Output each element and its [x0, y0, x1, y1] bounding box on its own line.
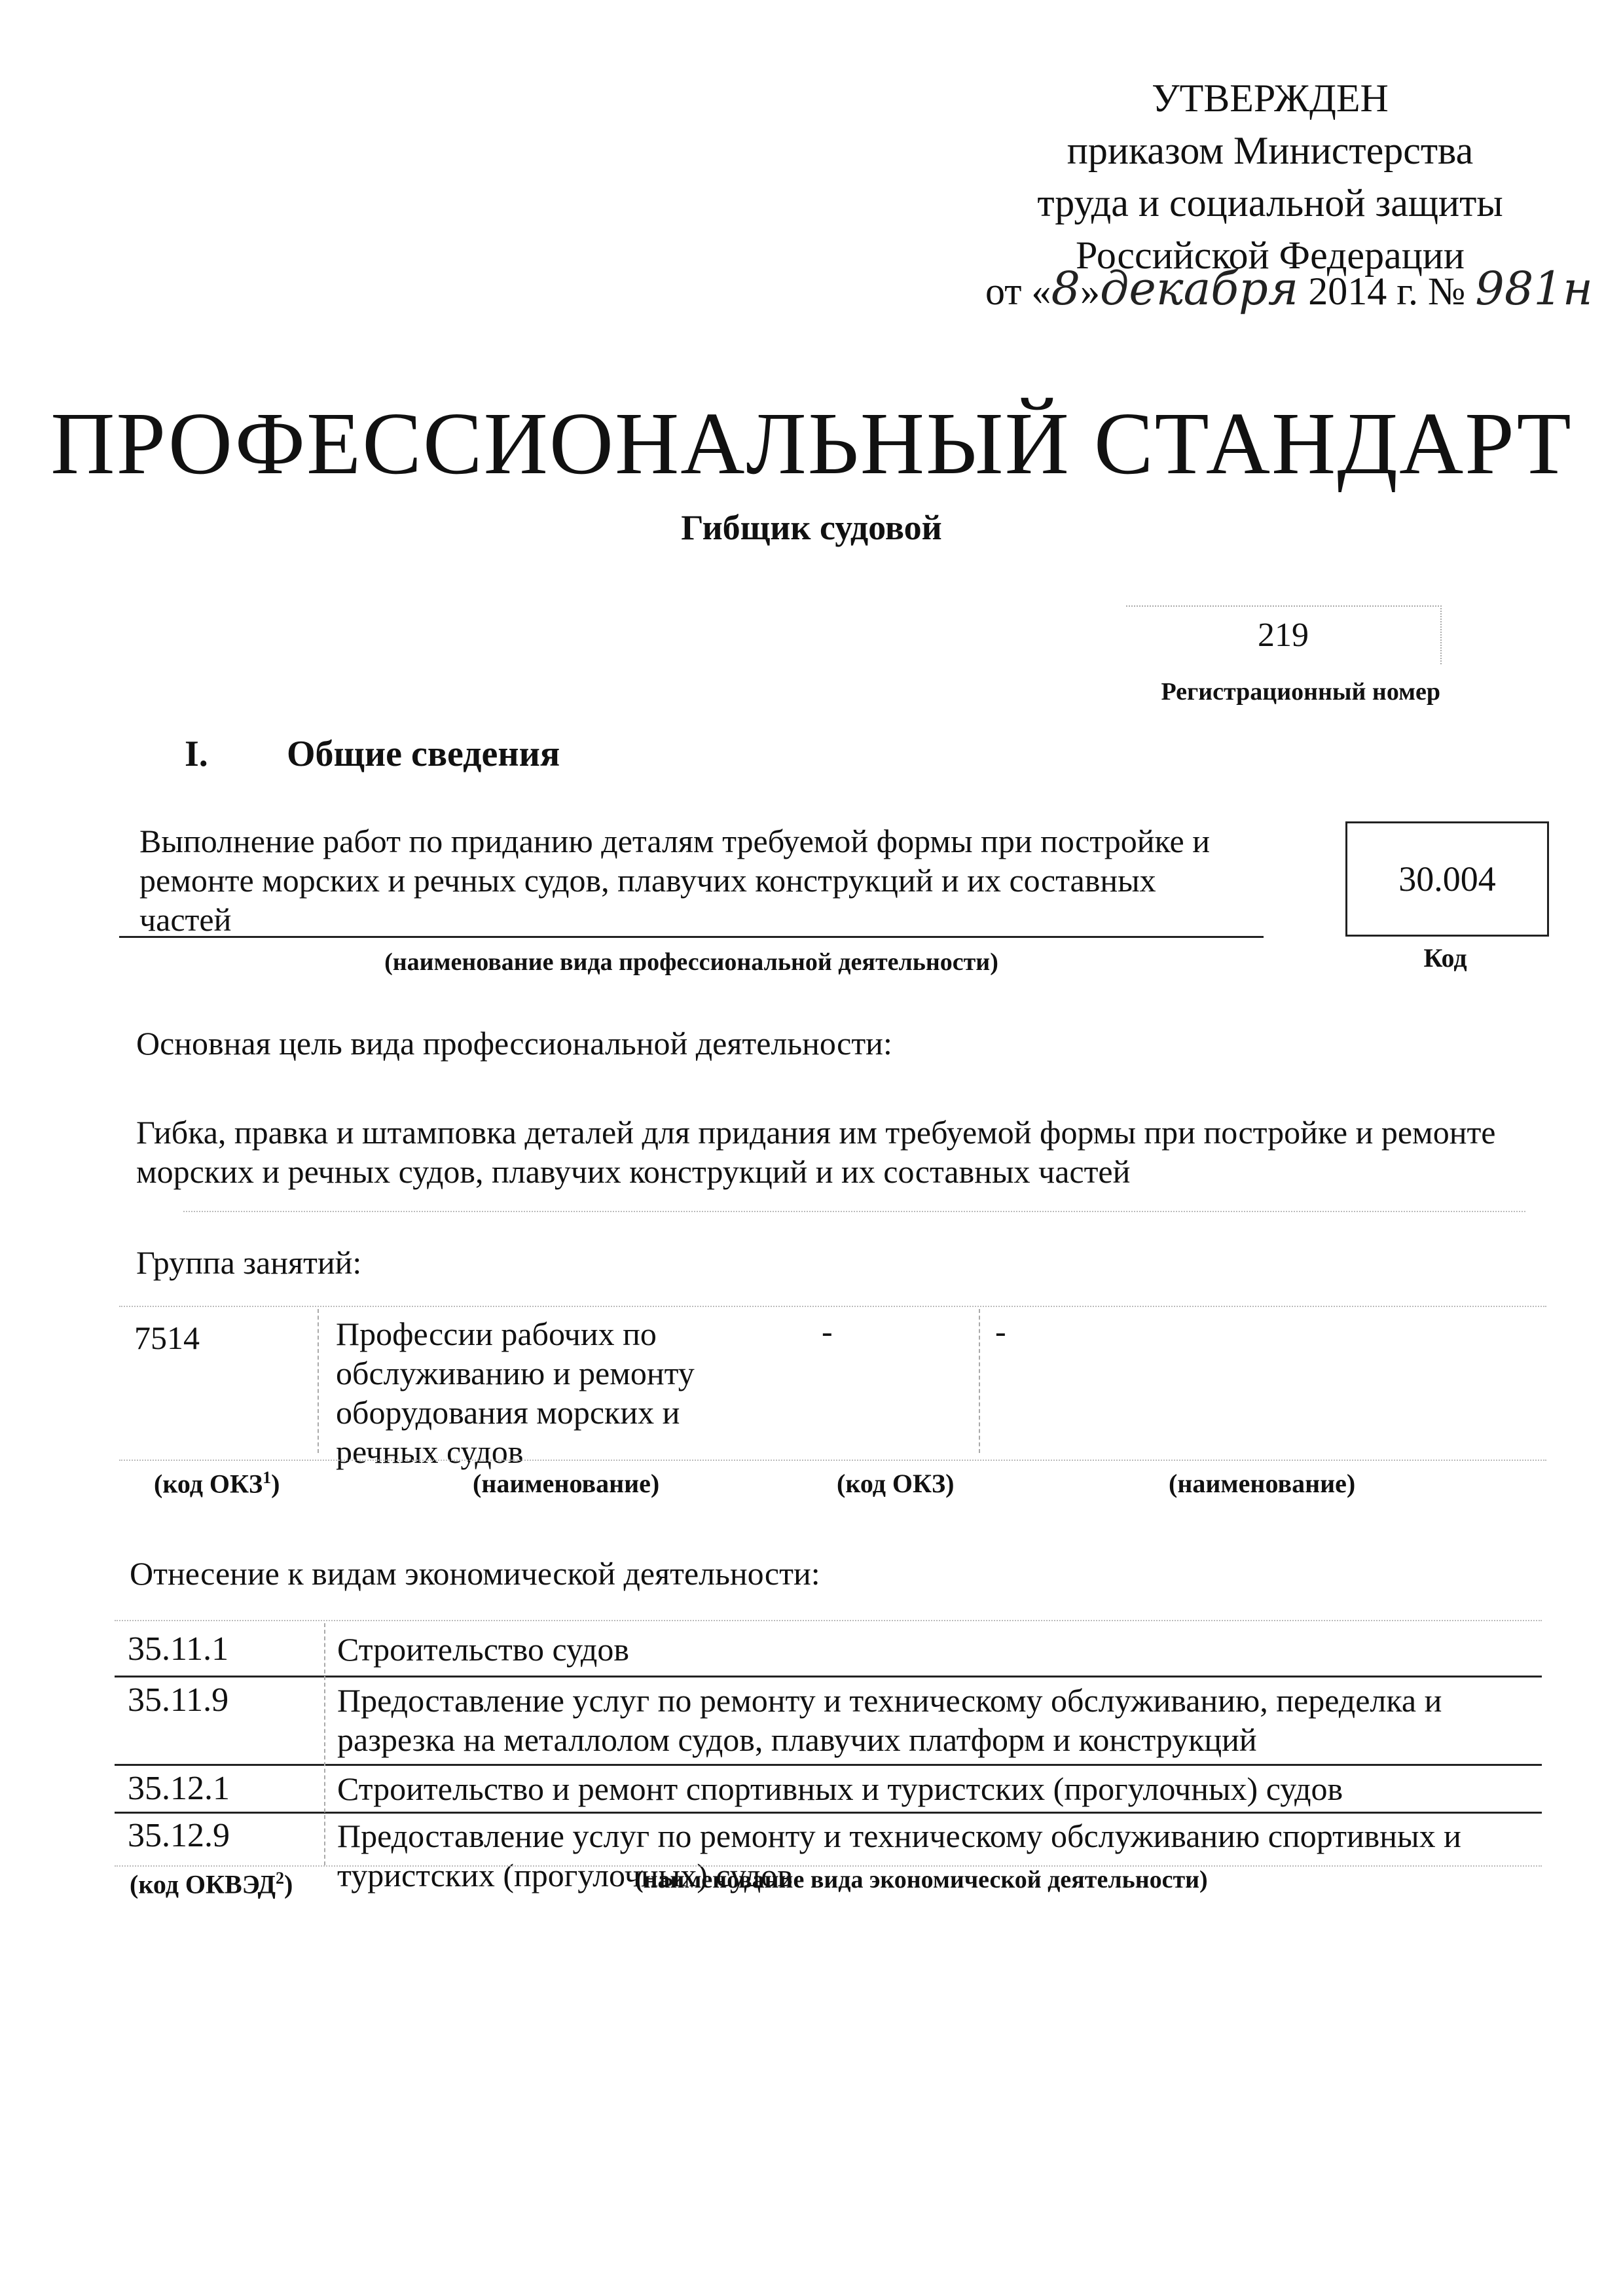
okz-name-caption: (наименование): [473, 1469, 660, 1498]
okved-code: 35.11.9: [128, 1681, 229, 1719]
document-title: ПРОФЕССИОНАЛЬНЫЙ СТАНДАРТ: [50, 395, 1573, 493]
approval-date: [985, 262, 1593, 315]
okz-name-2: -: [995, 1313, 1006, 1350]
okz-code-caption: (код ОКЗ$^1$): [154, 1468, 280, 1499]
okved-top-border: [115, 1620, 1542, 1621]
occupation-group-label: Группа занятий:: [136, 1244, 362, 1281]
order-number: 981н: [1475, 262, 1594, 315]
occupation-bottom-border: [119, 1460, 1546, 1461]
okz-name: Профессии рабочих по обслуживанию и ремонту оборудования морских и речных судов: [336, 1316, 695, 1470]
okved-code: 35.12.1: [128, 1770, 230, 1807]
okved-code-caption: (код ОКВЭД$^2$): [130, 1869, 293, 1899]
okved-column-divider: [324, 1623, 325, 1865]
approval-line-labor: труда и социальной защиты: [1037, 181, 1503, 224]
okz-name-2-caption: (наименование): [1169, 1469, 1356, 1498]
activity-name: Выполнение работ по приданию деталям требуемой формы при постройке и ремонте морских и речных судов, плавучих конструкций и их составных частей: [139, 823, 1210, 938]
date-prefix: от «: [985, 270, 1051, 313]
activity-caption: (наименование вида профессиональной деятельности): [384, 948, 998, 976]
date-mid: »: [1080, 270, 1100, 313]
okved-label: Отнесение к видам экономической деятельности:: [130, 1555, 820, 1592]
section-number: I.: [185, 734, 208, 774]
registration-label: Регистрационный номер: [1161, 678, 1440, 706]
date-year: 2014 г. №: [1308, 270, 1466, 313]
approval-line-ministry: приказом Министерства: [1067, 129, 1474, 172]
document-subtitle: Гибщик судовой: [681, 508, 942, 547]
activity-code: 30.004: [1345, 821, 1549, 937]
okved-name: Строительство судов: [337, 1631, 629, 1668]
okved-code: 35.11.1: [128, 1630, 229, 1668]
approval-heading: УТВЕРЖДЕН: [1152, 77, 1389, 120]
okved-name: Предоставление услуг по ремонту и техническому обслуживанию спортивных и туристских (прогулочных) судов: [337, 1818, 1461, 1893]
okz-code-2-caption: (код ОКЗ): [837, 1469, 955, 1498]
goal-text: Гибка, правка и штамповка деталей для придания им требуемой формы при постройке и ремонте морских и речных судов, плавучих конструкций и их составных частей: [136, 1114, 1496, 1190]
okz-divider-2: [979, 1309, 980, 1453]
okved-row-separator: [115, 1676, 1542, 1677]
section-title: Общие сведения: [287, 734, 560, 774]
goal-divider: [183, 1211, 1525, 1212]
okved-row-separator: [115, 1812, 1542, 1814]
okved-name: Строительство и ремонт спортивных и туристских (прогулочных) судов: [337, 1770, 1343, 1807]
date-month: декабря: [1099, 262, 1299, 315]
approval-block: [969, 72, 1571, 281]
registration-number: 219: [1126, 605, 1442, 664]
goal-label: Основная цель вида профессиональной деятельности:: [136, 1025, 892, 1062]
approval-line-federation: Российской Федерации: [1075, 234, 1465, 277]
activity-underline: [119, 936, 1264, 938]
okved-row-separator: [115, 1764, 1542, 1766]
activity-code-caption: Код: [1423, 943, 1467, 973]
okved-code: 35.12.9: [128, 1817, 230, 1854]
okved-name-caption: (наименование вида экономической деятельности): [635, 1866, 1208, 1893]
date-day: 8: [1051, 262, 1080, 315]
okz-code-2: -: [822, 1313, 833, 1350]
occupation-top-border: [119, 1306, 1546, 1307]
okz-divider-1: [318, 1309, 319, 1453]
okved-name: Предоставление услуг по ремонту и техническому обслуживанию, переделка и разрезка на металлолом судов, плавучих платформ и конструкций: [337, 1682, 1442, 1758]
okz-code: 7514: [134, 1319, 200, 1356]
